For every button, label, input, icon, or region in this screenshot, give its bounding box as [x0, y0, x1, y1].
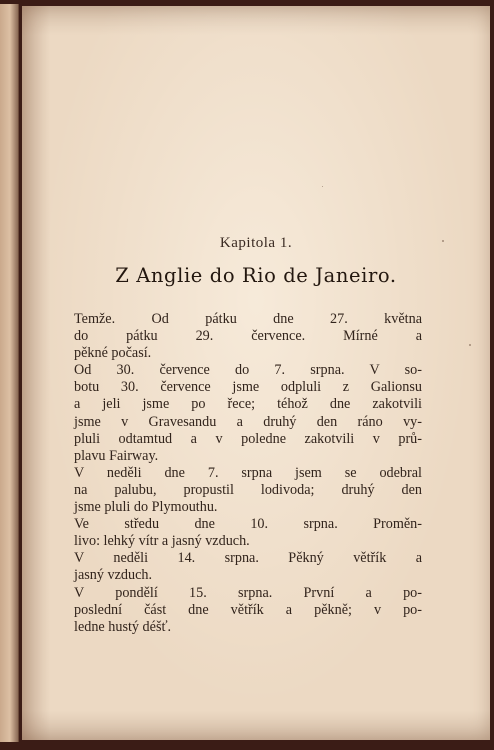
book-page	[22, 6, 490, 740]
text-line: Ve středu dne 10. srpna. Proměn-	[74, 516, 422, 533]
chapter-label: Kapitola 1.	[219, 235, 293, 251]
text-line: Od 30. července do 7. srpna. V so-	[74, 362, 422, 379]
text-line: V pondělí 15. srpna. První a po-	[74, 584, 422, 601]
paragraph	[74, 585, 422, 636]
text-line: a jeli jsme po řece; téhož dne zakotvili	[74, 396, 422, 413]
paragraph	[74, 362, 422, 465]
paper-speck	[469, 344, 471, 346]
text-line: botu 30. července jsme odpluli z Galionsu	[74, 379, 422, 396]
facing-page-edge	[0, 4, 19, 742]
paper-speck	[442, 240, 444, 242]
paragraph	[74, 550, 422, 584]
text-line: V neděli 14. srpna. Pěkný větřík a	[74, 550, 422, 567]
text-line: ledne hustý déšť.	[74, 618, 172, 635]
paragraph	[74, 311, 422, 362]
paragraph	[74, 465, 422, 516]
text-line: Temže. Od pátku dne 27. května	[74, 311, 422, 327]
text-line: pluli odtamtud a v poledne zakotvili v prů-	[74, 430, 422, 447]
text-line: V neděli dne 7. srpna jsem se odebral	[74, 464, 422, 481]
text-line: poslední část dne větřík a pěkně; v po-	[74, 601, 422, 618]
text-line: do pátku 29. července. Mírné a	[74, 328, 422, 345]
text-line: pěkné počasí.	[74, 345, 152, 362]
text-line: jsme pluli do Plymouthu.	[74, 499, 218, 516]
text-line: jasný vzduch.	[74, 567, 153, 584]
body-text	[74, 311, 422, 636]
paragraph	[74, 516, 422, 550]
chapter-title: Z Anglie do Rio de Janeiro.	[115, 264, 397, 287]
paper-speck	[322, 186, 323, 187]
text-line: livo: lehký vítr a jasný vzduch.	[74, 533, 250, 550]
text-line: plavu Fairway.	[74, 447, 159, 464]
text-line: na palubu, propustil lodivoda; druhý den	[74, 481, 422, 498]
text-line: jsme v Gravesandu a druhý den ráno vy-	[74, 413, 422, 430]
